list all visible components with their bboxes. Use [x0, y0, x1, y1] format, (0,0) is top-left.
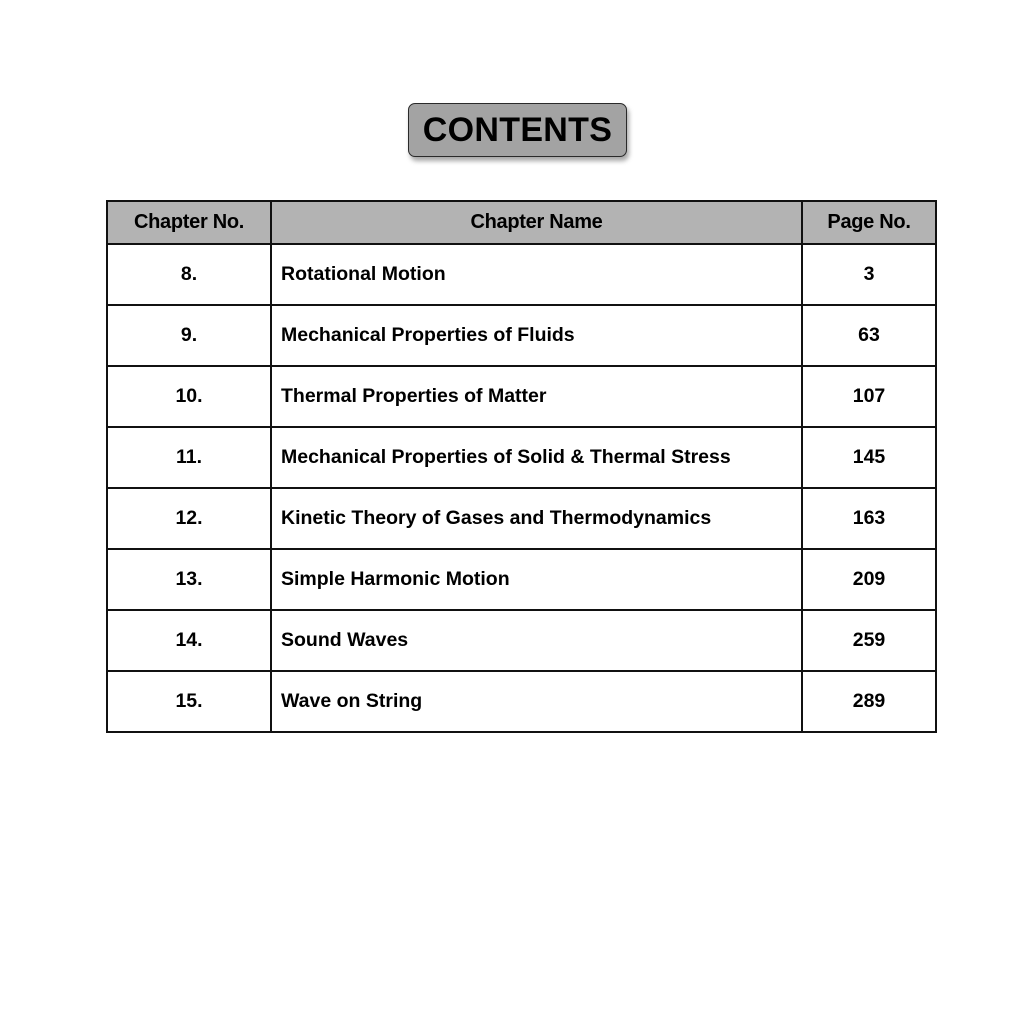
chapter-name: Mechanical Properties of Solid & Thermal Stress [271, 427, 802, 488]
page-number: 107 [802, 366, 936, 427]
page-number: 163 [802, 488, 936, 549]
contents-table [106, 200, 937, 733]
page-number: 289 [802, 671, 936, 732]
header-page-no: Page No. [802, 201, 936, 244]
chapter-name: Wave on String [271, 671, 802, 732]
page-number: 209 [802, 549, 936, 610]
page-number: 63 [802, 305, 936, 366]
chapter-name: Kinetic Theory of Gases and Thermodynamics [271, 488, 802, 549]
chapter-number: 12. [107, 488, 271, 549]
page-number: 3 [802, 244, 936, 305]
chapter-number: 15. [107, 671, 271, 732]
chapter-number: 10. [107, 366, 271, 427]
page-number: 145 [802, 427, 936, 488]
chapter-name: Mechanical Properties of Fluids [271, 305, 802, 366]
table-row [107, 427, 936, 488]
chapter-name: Thermal Properties of Matter [271, 366, 802, 427]
page-title: CONTENTS [408, 103, 627, 157]
table-row [107, 610, 936, 671]
table-row [107, 671, 936, 732]
table-row [107, 366, 936, 427]
table-header-row [107, 201, 936, 244]
page-number: 259 [802, 610, 936, 671]
header-chapter-name: Chapter Name [271, 201, 802, 244]
chapter-number: 14. [107, 610, 271, 671]
chapter-number: 13. [107, 549, 271, 610]
table-row [107, 488, 936, 549]
chapter-number: 11. [107, 427, 271, 488]
chapter-name: Sound Waves [271, 610, 802, 671]
header-chapter-no: Chapter No. [107, 201, 271, 244]
table-row [107, 244, 936, 305]
chapter-number: 9. [107, 305, 271, 366]
chapter-number: 8. [107, 244, 271, 305]
table-row [107, 305, 936, 366]
chapter-name: Simple Harmonic Motion [271, 549, 802, 610]
table-row [107, 549, 936, 610]
chapter-name: Rotational Motion [271, 244, 802, 305]
